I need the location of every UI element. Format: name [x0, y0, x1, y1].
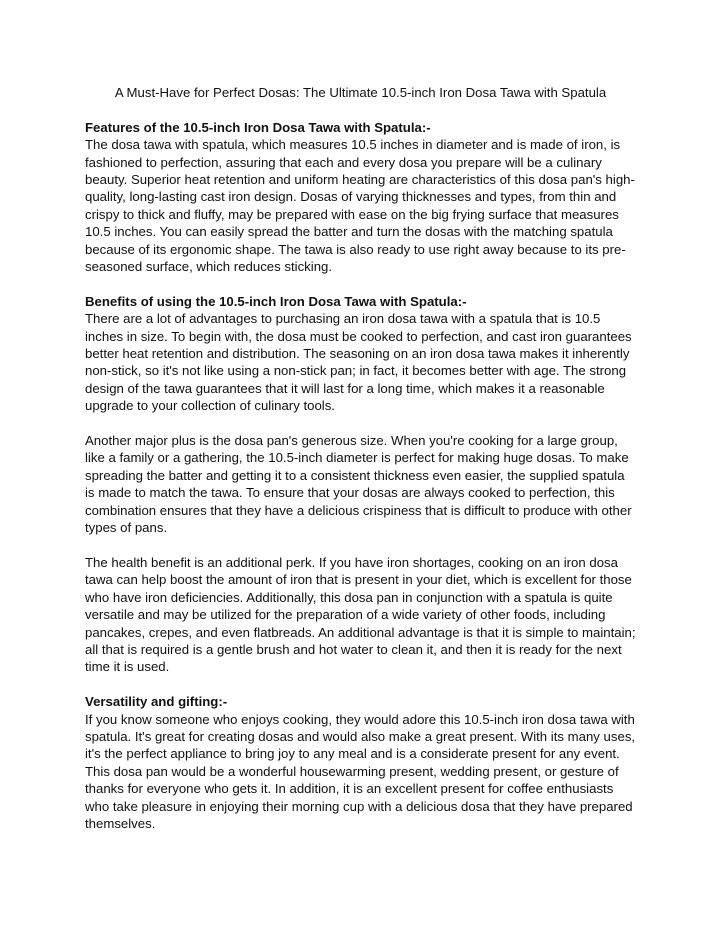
- section-benefits: [85, 293, 636, 676]
- paragraph-benefits-2: Another major plus is the dosa pan's generous size. When you're cooking for a large group, like a family or a gathering, the 10.5-inch diameter is perfect for making huge dosas. To make spreading the batter and getting it to a consistent thickness even easier, the supplied spatula is made to match the tawa. To ensure that your dosas are always cooked to perfection, this combination ensures that they have a delicious crispiness that is difficult to produce with other types of pans.: [85, 433, 632, 536]
- paragraph-versatility-1: If you know someone who enjoys cooking, they would adore this 10.5-inch iron dosa tawa with spatula. It's great for creating dosas and would also make a great present. With its many uses, it's the perfect appliance to bring joy to any meal and is a considerate present for any event. This dosa pan would be a wonderful housewarming present, wedding present, or gesture of thanks for everyone who gets it. In addition, it is an excellent present for coffee enthusiasts who take pleasure in enjoying their morning cup with a delicious dosa that they have prepared themselves.: [85, 711, 636, 831]
- document-title: A Must-Have for Perfect Dosas: The Ultimate 10.5-inch Iron Dosa Tawa with Spatula: [114, 85, 607, 100]
- paragraph-benefits-1: There are a lot of advantages to purchasing an iron dosa tawa with a spatula that is 10.5 inches in size. To begin with, the dosa must be cooked to perfection, and cast iron guarantees better heat retention and distribution. The seasoning on an iron dosa tawa makes it inherently non-stick, so it's not like using a non-stick pan; in fact, it becomes better with age. The strong design of the tawa guarantees that it will last for a long time, which makes it a reasonable upgrade to your collection of culinary tools.: [85, 311, 632, 414]
- paragraph-features-1: The dosa tawa with spatula, which measures 10.5 inches in diameter and is made of iron, is fashioned to perfection, assuring that each and every dosa you prepare will be a culinary beauty. Superior heat retention and uniform heating are characteristics of this dosa pan's high-quality, long-lasting cast iron design. Dosas of varying thicknesses and types, from thin and crispy to thick and fluffy, may be prepared with ease on the big frying surface that measures 10.5 inches. You can easily spread the batter and turn the dosas with the matching spatula because of its ergonomic shape. The tawa is also ready to use right away because to its pre-seasoned surface, which reduces sticking.: [85, 137, 635, 275]
- section-versatility: [85, 693, 636, 832]
- paragraph-benefits-3: The health benefit is an additional perk. If you have iron shortages, cooking on an iron dosa tawa can help boost the amount of iron that is present in your diet, which is excellent for those who have iron deficiencies. Additionally, this dosa pan in conjunction with a spatula is quite versatile and may be utilized for the preparation of a wide variety of other foods, including pancakes, crepes, and even flatbreads. An additional advantage is that it is simple to maintain; all that is required is a gentle brush and hot water to clean it, and then it is ready for the next time it is used.: [85, 554, 636, 675]
- section-features: [85, 119, 636, 276]
- section-heading-benefits: Benefits of using the 10.5-inch Iron Dosa Tawa with Spatula:-: [85, 293, 467, 309]
- section-heading-features: Features of the 10.5-inch Iron Dosa Tawa with Spatula:-: [85, 119, 431, 135]
- section-heading-versatility: Versatility and gifting:-: [85, 694, 228, 710]
